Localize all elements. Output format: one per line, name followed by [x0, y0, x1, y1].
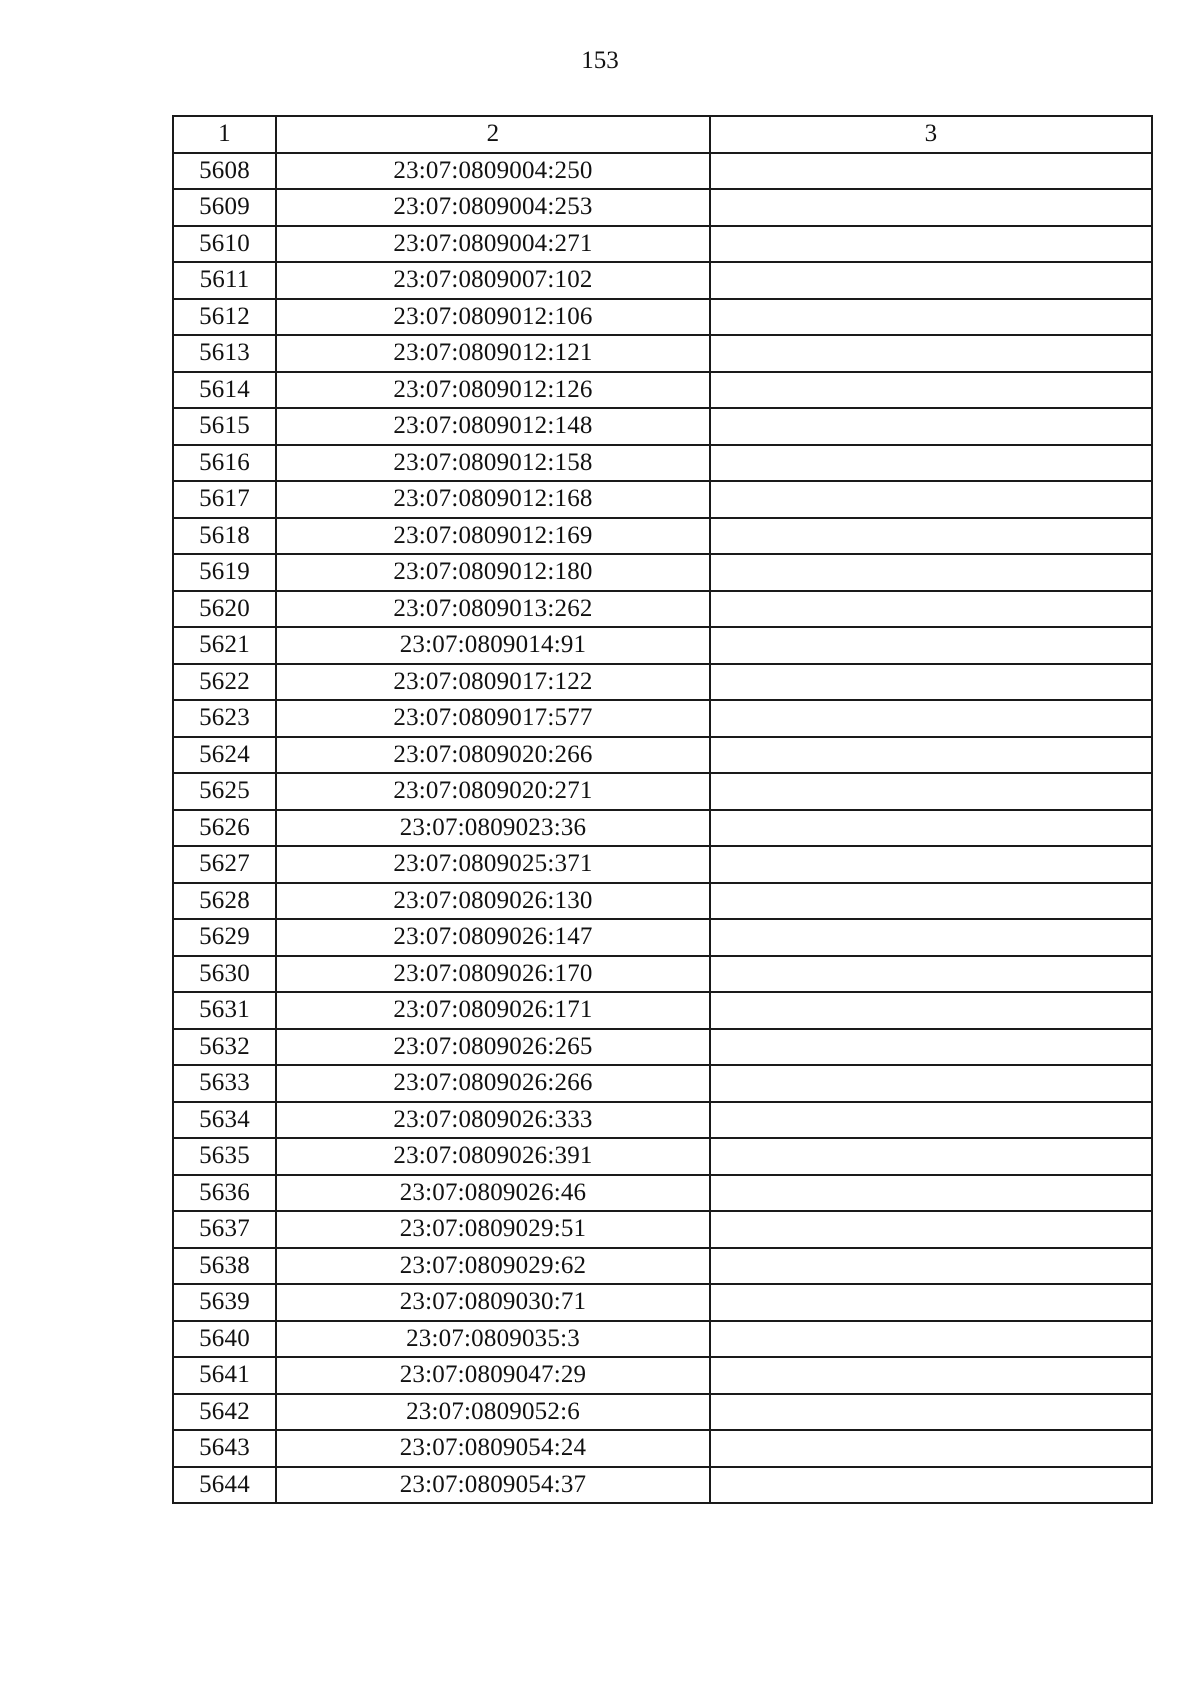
cadastral-number-cell: 23:07:0809035:3	[276, 1321, 710, 1358]
cadastral-number-cell: 23:07:0809054:37	[276, 1467, 710, 1504]
note-cell	[710, 919, 1152, 956]
note-cell	[710, 1357, 1152, 1394]
row-number-cell: 5621	[173, 627, 276, 664]
table-row	[173, 1467, 1152, 1504]
cadastral-table	[172, 115, 1153, 1504]
note-cell	[710, 956, 1152, 993]
row-number-cell: 5632	[173, 1029, 276, 1066]
table-row	[173, 299, 1152, 336]
cadastral-number-cell: 23:07:0809020:266	[276, 737, 710, 774]
note-cell	[710, 1211, 1152, 1248]
cadastral-number-cell: 23:07:0809026:171	[276, 992, 710, 1029]
row-number-cell: 5615	[173, 408, 276, 445]
cadastral-number-cell: 23:07:0809052:6	[276, 1394, 710, 1431]
table-row	[173, 408, 1152, 445]
note-cell	[710, 1430, 1152, 1467]
table-row	[173, 518, 1152, 555]
cadastral-number-cell: 23:07:0809029:51	[276, 1211, 710, 1248]
row-number-cell: 5625	[173, 773, 276, 810]
table-row	[173, 956, 1152, 993]
cadastral-number-cell: 23:07:0809012:121	[276, 335, 710, 372]
row-number-cell: 5610	[173, 226, 276, 263]
cadastral-number-cell: 23:07:0809026:333	[276, 1102, 710, 1139]
row-number-cell: 5643	[173, 1430, 276, 1467]
table-row	[173, 1430, 1152, 1467]
note-cell	[710, 992, 1152, 1029]
table-row	[173, 883, 1152, 920]
row-number-cell: 5624	[173, 737, 276, 774]
cadastral-number-cell: 23:07:0809029:62	[276, 1248, 710, 1285]
table-row	[173, 591, 1152, 628]
table-row	[173, 226, 1152, 263]
cadastral-number-cell: 23:07:0809047:29	[276, 1357, 710, 1394]
table-row	[173, 153, 1152, 190]
row-number-cell: 5626	[173, 810, 276, 847]
row-number-cell: 5618	[173, 518, 276, 555]
cadastral-number-cell: 23:07:0809004:253	[276, 189, 710, 226]
table-row	[173, 1211, 1152, 1248]
table-row	[173, 372, 1152, 409]
cadastral-number-cell: 23:07:0809012:148	[276, 408, 710, 445]
note-cell	[710, 226, 1152, 263]
table-row	[173, 810, 1152, 847]
note-cell	[710, 883, 1152, 920]
note-cell	[710, 627, 1152, 664]
row-number-cell: 5623	[173, 700, 276, 737]
note-cell	[710, 846, 1152, 883]
column-header-2: 2	[276, 116, 710, 153]
table-row	[173, 773, 1152, 810]
note-cell	[710, 262, 1152, 299]
table-row	[173, 189, 1152, 226]
table-row	[173, 445, 1152, 482]
row-number-cell: 5637	[173, 1211, 276, 1248]
note-cell	[710, 1175, 1152, 1212]
note-cell	[710, 810, 1152, 847]
cadastral-number-cell: 23:07:0809004:271	[276, 226, 710, 263]
row-number-cell: 5635	[173, 1138, 276, 1175]
table-row	[173, 700, 1152, 737]
note-cell	[710, 591, 1152, 628]
table-body	[173, 116, 1152, 1503]
row-number-cell: 5613	[173, 335, 276, 372]
table-row	[173, 1394, 1152, 1431]
cadastral-number-cell: 23:07:0809026:266	[276, 1065, 710, 1102]
table-row	[173, 1029, 1152, 1066]
cadastral-number-cell: 23:07:0809012:126	[276, 372, 710, 409]
row-number-cell: 5630	[173, 956, 276, 993]
cadastral-number-cell: 23:07:0809026:391	[276, 1138, 710, 1175]
note-cell	[710, 554, 1152, 591]
table-header-row	[173, 116, 1152, 153]
table-row	[173, 664, 1152, 701]
row-number-cell: 5636	[173, 1175, 276, 1212]
note-cell	[710, 1467, 1152, 1504]
table-row	[173, 1248, 1152, 1285]
note-cell	[710, 773, 1152, 810]
row-number-cell: 5633	[173, 1065, 276, 1102]
note-cell	[710, 481, 1152, 518]
row-number-cell: 5617	[173, 481, 276, 518]
cadastral-number-cell: 23:07:0809030:71	[276, 1284, 710, 1321]
note-cell	[710, 189, 1152, 226]
table-row	[173, 481, 1152, 518]
note-cell	[710, 1248, 1152, 1285]
cadastral-number-cell: 23:07:0809017:577	[276, 700, 710, 737]
row-number-cell: 5639	[173, 1284, 276, 1321]
note-cell	[710, 1029, 1152, 1066]
row-number-cell: 5642	[173, 1394, 276, 1431]
table-row	[173, 627, 1152, 664]
cadastral-number-cell: 23:07:0809026:170	[276, 956, 710, 993]
table-row	[173, 1065, 1152, 1102]
row-number-cell: 5629	[173, 919, 276, 956]
row-number-cell: 5614	[173, 372, 276, 409]
note-cell	[710, 445, 1152, 482]
row-number-cell: 5631	[173, 992, 276, 1029]
page-number: 153	[581, 47, 619, 74]
cadastral-number-cell: 23:07:0809012:169	[276, 518, 710, 555]
cadastral-number-cell: 23:07:0809017:122	[276, 664, 710, 701]
table-row	[173, 992, 1152, 1029]
table-row	[173, 1284, 1152, 1321]
note-cell	[710, 664, 1152, 701]
row-number-cell: 5638	[173, 1248, 276, 1285]
row-number-cell: 5619	[173, 554, 276, 591]
row-number-cell: 5641	[173, 1357, 276, 1394]
note-cell	[710, 408, 1152, 445]
note-cell	[710, 518, 1152, 555]
note-cell	[710, 700, 1152, 737]
note-cell	[710, 737, 1152, 774]
row-number-cell: 5612	[173, 299, 276, 336]
table-row	[173, 846, 1152, 883]
note-cell	[710, 1284, 1152, 1321]
table-row	[173, 1138, 1152, 1175]
table-row	[173, 737, 1152, 774]
table-row	[173, 1102, 1152, 1139]
column-header-3: 3	[710, 116, 1152, 153]
column-header-1: 1	[173, 116, 276, 153]
cadastral-number-cell: 23:07:0809026:265	[276, 1029, 710, 1066]
row-number-cell: 5608	[173, 153, 276, 190]
row-number-cell: 5609	[173, 189, 276, 226]
cadastral-number-cell: 23:07:0809012:180	[276, 554, 710, 591]
note-cell	[710, 153, 1152, 190]
cadastral-number-cell: 23:07:0809004:250	[276, 153, 710, 190]
cadastral-number-cell: 23:07:0809054:24	[276, 1430, 710, 1467]
note-cell	[710, 1394, 1152, 1431]
cadastral-number-cell: 23:07:0809012:158	[276, 445, 710, 482]
cadastral-number-cell: 23:07:0809007:102	[276, 262, 710, 299]
note-cell	[710, 1321, 1152, 1358]
note-cell	[710, 1065, 1152, 1102]
table-row	[173, 335, 1152, 372]
cadastral-number-cell: 23:07:0809025:371	[276, 846, 710, 883]
cadastral-number-cell: 23:07:0809026:46	[276, 1175, 710, 1212]
cadastral-number-cell: 23:07:0809023:36	[276, 810, 710, 847]
row-number-cell: 5634	[173, 1102, 276, 1139]
row-number-cell: 5620	[173, 591, 276, 628]
table-row	[173, 554, 1152, 591]
note-cell	[710, 1138, 1152, 1175]
row-number-cell: 5640	[173, 1321, 276, 1358]
note-cell	[710, 1102, 1152, 1139]
table-row	[173, 1357, 1152, 1394]
cadastral-number-cell: 23:07:0809012:106	[276, 299, 710, 336]
note-cell	[710, 335, 1152, 372]
table-row	[173, 1321, 1152, 1358]
row-number-cell: 5628	[173, 883, 276, 920]
row-number-cell: 5644	[173, 1467, 276, 1504]
cadastral-number-cell: 23:07:0809014:91	[276, 627, 710, 664]
table-row	[173, 919, 1152, 956]
cadastral-number-cell: 23:07:0809026:147	[276, 919, 710, 956]
row-number-cell: 5622	[173, 664, 276, 701]
table-row	[173, 262, 1152, 299]
row-number-cell: 5627	[173, 846, 276, 883]
table-row	[173, 1175, 1152, 1212]
row-number-cell: 5616	[173, 445, 276, 482]
note-cell	[710, 372, 1152, 409]
row-number-cell: 5611	[173, 262, 276, 299]
note-cell	[710, 299, 1152, 336]
cadastral-number-cell: 23:07:0809020:271	[276, 773, 710, 810]
cadastral-number-cell: 23:07:0809013:262	[276, 591, 710, 628]
cadastral-number-cell: 23:07:0809026:130	[276, 883, 710, 920]
cadastral-number-cell: 23:07:0809012:168	[276, 481, 710, 518]
